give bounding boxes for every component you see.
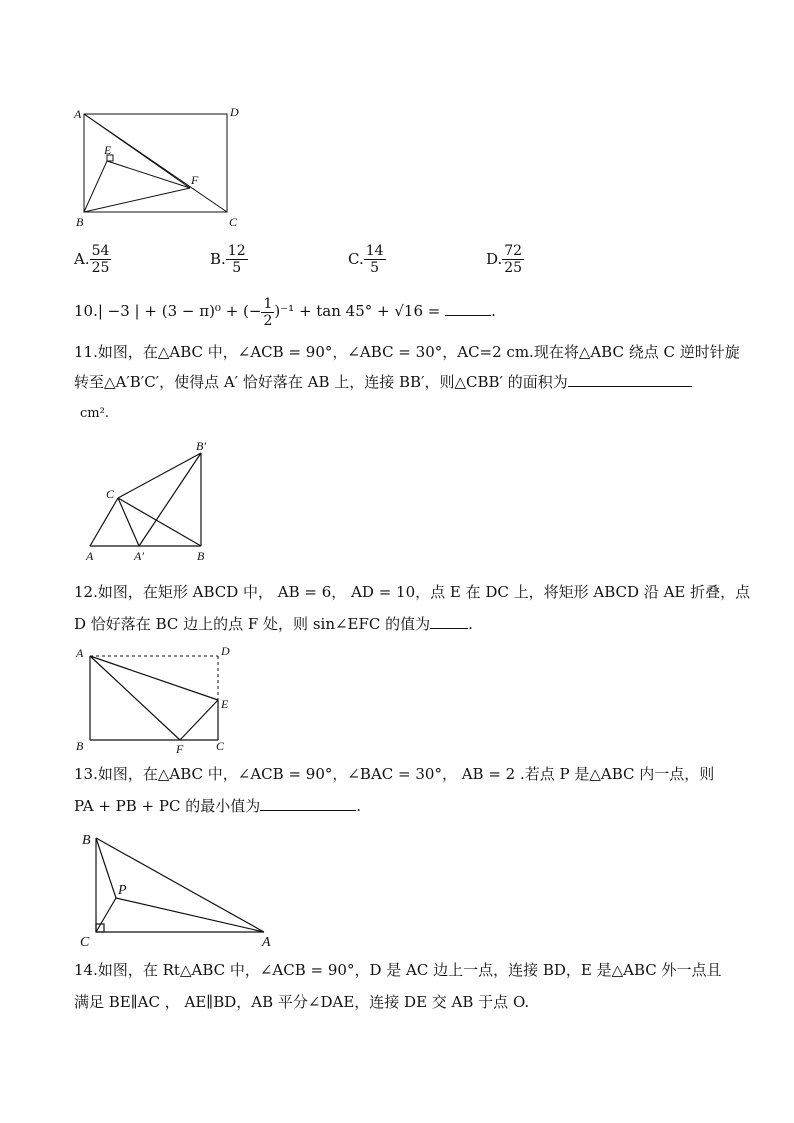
q12-line-1: 12.如图，在矩形 ABCD 中， AB = 6， AD = 10，点 E 在 DC 上，将矩形 ABCD 沿 AE 折叠，点 xyxy=(74,583,751,601)
q9-choice-b-num: 12 xyxy=(227,242,246,259)
q9-choice-b-label: B. xyxy=(210,250,226,268)
q10-frac-den: 2 xyxy=(263,312,273,329)
q13-label-p: P xyxy=(118,883,127,898)
q10-end: . xyxy=(491,302,496,320)
q13-line-2-end: . xyxy=(356,797,361,815)
q12-label-a: A xyxy=(76,646,84,660)
q9-choice-c-den: 5 xyxy=(370,259,380,276)
q12-label-e: E xyxy=(221,697,229,711)
q10-prefix: 10.| −3 | + (3 − π)⁰ + (− xyxy=(74,302,262,320)
q13-label-c: C xyxy=(80,935,90,950)
q11-label-b: B xyxy=(197,549,205,563)
q11-label-a: A xyxy=(86,549,94,563)
q12-segment-fe xyxy=(180,700,218,740)
q12-segment-ae xyxy=(90,656,218,700)
q9-choice-a-label: A. xyxy=(74,250,90,268)
q9-choice-c-label: C. xyxy=(348,250,364,268)
q13-line-2-text: PA + PB + PC 的最小值为 xyxy=(74,797,261,815)
q12-line-2 xyxy=(74,614,473,634)
q11-line-1: 11.如图，在△ABC 中，∠ACB = 90°，∠ABC = 30°，AC=2 cm.现在将△ABC 绕点 C 逆时针旋 xyxy=(74,343,740,361)
q9-choice-d-fraction xyxy=(502,243,524,276)
q12-label-c: C xyxy=(216,739,225,753)
q9-choice-a-num: 54 xyxy=(91,242,110,259)
q9-label-e: E xyxy=(104,143,112,157)
q9-choice-c xyxy=(348,240,386,277)
q10-answer-blank[interactable] xyxy=(445,301,491,316)
q9-label-b: B xyxy=(76,215,84,229)
q12-figure xyxy=(70,642,240,758)
q12-label-f: F xyxy=(176,742,184,756)
q9-choice-c-fraction xyxy=(364,243,386,276)
q9-choice-d-label: D. xyxy=(486,250,503,268)
q9-label-f: F xyxy=(191,173,199,187)
q13-segment-pa xyxy=(116,898,264,932)
q11-segment-ac xyxy=(90,498,118,546)
q10-fraction xyxy=(261,296,274,329)
q13-answer-blank[interactable] xyxy=(260,796,356,811)
q9-choice-d-num: 72 xyxy=(504,242,523,259)
q12-label-d: D xyxy=(221,644,230,658)
q9-label-d: D xyxy=(230,105,239,119)
q14-line-1: 14.如图，在 Rt△ABC 中，∠ACB = 90°，D 是 AC 边上一点，连接 BD，E 是△ABC 外一点且 xyxy=(74,961,722,979)
q9-choice-d xyxy=(486,240,524,277)
q9-choice-b-fraction xyxy=(226,243,248,276)
q10-frac-num: 1 xyxy=(263,295,273,312)
q9-choice-b xyxy=(210,240,248,277)
q9-choice-a-fraction xyxy=(90,243,112,276)
q11-label-a-prime: A′ xyxy=(134,549,144,563)
q12-segment-af xyxy=(90,656,180,740)
q9-choice-b-den: 5 xyxy=(232,259,242,276)
q11-label-c: C xyxy=(106,487,115,501)
q13-label-b: B xyxy=(82,833,91,848)
q9-label-a: A xyxy=(74,107,82,121)
q11-label-b-prime: B′ xyxy=(196,439,206,453)
q11-answer-blank[interactable] xyxy=(568,372,692,387)
q9-segment-be xyxy=(84,161,107,212)
q9-choice-d-den: 25 xyxy=(504,259,523,276)
q9-segment-bf xyxy=(84,188,190,212)
q13-segment-pc xyxy=(96,898,116,932)
q13-line-1: 13.如图，在△ABC 中，∠ACB = 90°，∠BAC = 30°， AB = 2 .若点 P 是△ABC 内一点，则 xyxy=(74,765,715,783)
q11-line-2 xyxy=(74,372,692,392)
q11-segment-a-prime-b-prime xyxy=(139,453,201,546)
q11-segment-cb-prime xyxy=(118,453,201,498)
q9-segment-ef xyxy=(107,161,190,188)
q10-suffix: )⁻¹ + tan 45° + √16 = xyxy=(274,302,446,320)
q11-figure xyxy=(78,436,218,566)
q10-text xyxy=(74,294,496,329)
q11-line-3: cm². xyxy=(80,406,109,421)
q12-line-2-text: D 恰好落在 BC 边上的点 F 处，则 sin∠EFC 的值为 xyxy=(74,615,431,633)
q9-label-c: C xyxy=(229,215,238,229)
q12-line-2-end: . xyxy=(468,615,473,633)
q12-answer-blank[interactable] xyxy=(430,614,468,629)
q11-segment-ca-prime xyxy=(118,498,139,546)
q13-line-2 xyxy=(74,796,361,816)
q9-figure xyxy=(66,102,256,234)
q11-segment-cb xyxy=(118,498,201,546)
q9-choice-c-num: 14 xyxy=(365,242,384,259)
q13-figure xyxy=(76,828,286,952)
q9-choice-a xyxy=(74,240,111,277)
q9-choice-a-den: 25 xyxy=(91,259,110,276)
q11-line-2-text: 转至△A′B′C′，使得点 A′ 恰好落在 AB 上，连接 BB′，则△CBB′ 的面积为 xyxy=(74,373,568,391)
q14-line-2: 满足 BE∥AC ， AE∥BD，AB 平分∠DAE，连接 DE 交 AB 于点 O. xyxy=(74,993,530,1011)
q13-label-a: A xyxy=(262,935,271,950)
q12-label-b: B xyxy=(76,739,84,753)
